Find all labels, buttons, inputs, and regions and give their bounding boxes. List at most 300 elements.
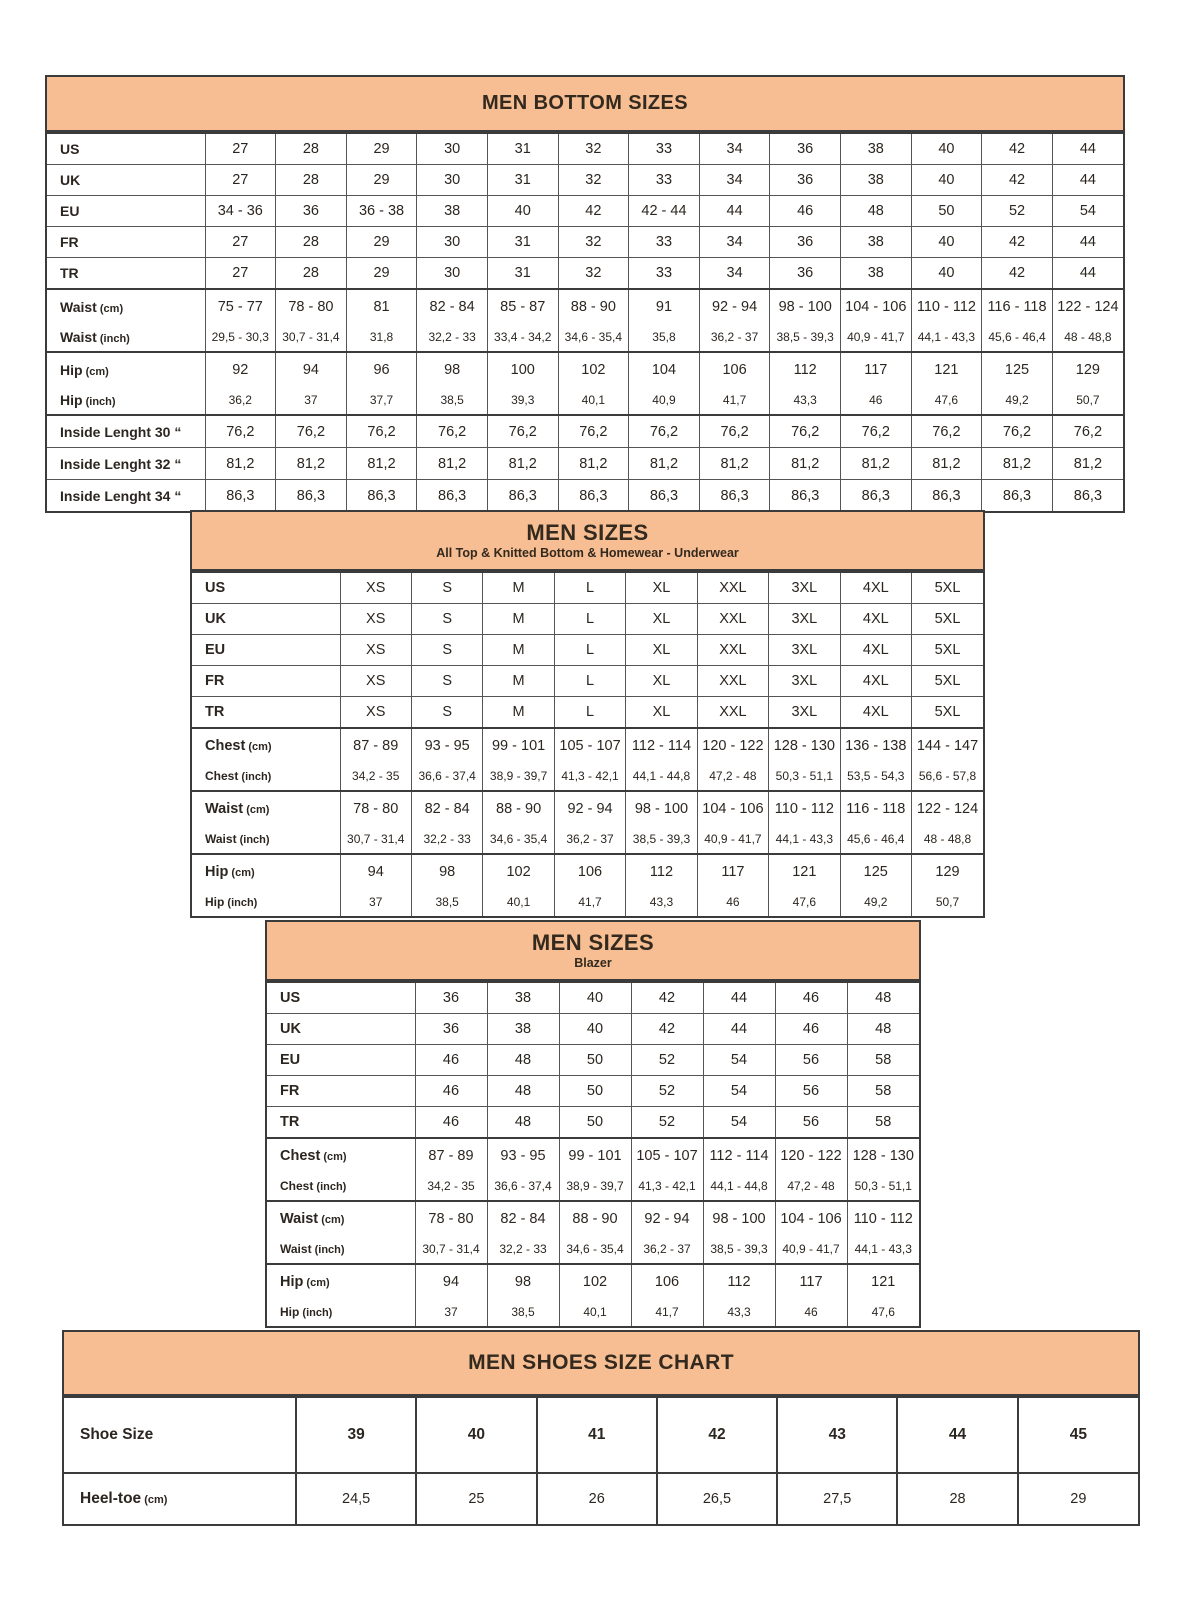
row-label: Hip (inch) [280,1305,333,1319]
cell: 4XL [840,572,911,604]
table-header [64,1332,1138,1396]
cell: 42 [982,258,1053,290]
cell: 76,2 [699,415,770,448]
cell: 122 - 124 [912,791,984,825]
table-row [267,1172,919,1201]
cell: XS [340,697,411,729]
cell: 5XL [912,697,984,729]
cell: 36,2 - 37 [699,323,770,352]
table-title: MEN BOTTOM SIZES [481,92,689,114]
cell: 33 [629,165,700,196]
cell: 30,7 - 31,4 [276,323,347,352]
cell: 40 [416,1397,536,1473]
cell: 94 [415,1264,487,1298]
cell: 81,2 [417,448,488,480]
row-label: EU [47,196,205,227]
cell: 75 - 77 [205,289,276,323]
cell: 34,6 - 35,4 [559,1235,631,1264]
cell: 39 [296,1397,416,1473]
cell: M [483,666,554,697]
cell: 86,3 [346,480,417,512]
cell: 44 [1052,133,1123,165]
cell: 104 [629,352,700,386]
cell: 36,6 - 37,4 [411,762,482,791]
cell: 36,6 - 37,4 [487,1172,559,1201]
cell: 41 [537,1397,657,1473]
cell: 128 - 130 [769,728,840,762]
cell: 56,6 - 57,8 [912,762,984,791]
cell: 112 [770,352,841,386]
cell: 76,2 [982,415,1053,448]
cell: 40,1 [558,386,629,415]
table-grid [267,981,919,1326]
cell: 3XL [769,635,840,666]
cell: 52 [982,196,1053,227]
cell: 32,2 - 33 [487,1235,559,1264]
cell: XXL [697,604,768,635]
cell: 38 [487,982,559,1014]
cell: 31 [487,165,558,196]
cell: 38,5 - 39,3 [770,323,841,352]
cell: 102 [483,854,554,888]
cell: 5XL [912,635,984,666]
cell: 56 [775,1076,847,1107]
cell: 125 [840,854,911,888]
cell: 4XL [840,604,911,635]
cell: 76,2 [1052,415,1123,448]
cell: XL [626,572,697,604]
cell: 43,3 [703,1298,775,1326]
row-label: Waist (cm) [47,289,205,323]
cell: 38,9 - 39,7 [559,1172,631,1201]
row-label: US [192,572,340,604]
cell: 44 [699,196,770,227]
cell: 30 [417,258,488,290]
cell: XS [340,666,411,697]
table-row [267,1298,919,1326]
men-sizes-top-table [190,510,985,918]
cell: 93 - 95 [487,1138,559,1172]
cell: 76,2 [487,415,558,448]
cell: 33 [629,227,700,258]
cell: 78 - 80 [415,1201,487,1235]
cell: 48 [487,1107,559,1139]
row-label: Hip (cm) [47,352,205,386]
cell: 29 [346,227,417,258]
cell: 81,2 [1052,448,1123,480]
cell: 81,2 [699,448,770,480]
cell: 117 [840,352,911,386]
cell: 28 [276,258,347,290]
table-row [267,1264,919,1298]
cell: 34 [699,227,770,258]
row-label: Waist (cm) [192,791,340,825]
row-label: Chest (inch) [205,769,272,783]
cell: 44 [897,1397,1017,1473]
cell: 86,3 [417,480,488,512]
row-label: Hip (inch) [205,895,258,909]
cell: 106 [554,854,625,888]
table-row [192,572,983,604]
cell: 46 [840,386,911,415]
cell: 50 [559,1107,631,1139]
cell: 104 - 106 [775,1201,847,1235]
table-title: MEN SIZES [526,519,649,545]
cell: 38,9 - 39,7 [483,762,554,791]
cell: 37 [415,1298,487,1326]
cell: 121 [769,854,840,888]
cell: 44 [703,982,775,1014]
cell: 42 [982,133,1053,165]
cell: 36 [415,1014,487,1045]
table-row [47,165,1123,196]
cell: XS [340,572,411,604]
cell: 31,8 [346,323,417,352]
cell: 34,6 - 35,4 [558,323,629,352]
cell: S [411,635,482,666]
cell: 38 [840,258,911,290]
cell: 102 [558,352,629,386]
table-title: MEN SIZES [531,929,655,955]
cell: 40,9 - 41,7 [697,825,768,854]
cell: 41,3 - 42,1 [631,1172,703,1201]
cell: 38 [840,165,911,196]
table-title: MEN SHOES SIZE CHART [468,1351,734,1374]
cell: 81,2 [982,448,1053,480]
row-label: Chest (cm) [267,1138,415,1172]
table-row [192,888,983,916]
row-label: Hip (cm) [267,1264,415,1298]
cell: L [554,635,625,666]
cell: L [554,666,625,697]
cell: 56 [775,1045,847,1076]
row-label: US [267,982,415,1014]
row-label: UK [267,1014,415,1045]
cell: 41,3 - 42,1 [554,762,625,791]
cell: XL [626,666,697,697]
table-row [267,1045,919,1076]
cell: 43 [777,1397,897,1473]
cell: 29 [346,258,417,290]
row-label: US [47,133,205,165]
cell: 104 - 106 [697,791,768,825]
cell: 31 [487,227,558,258]
cell: 36,2 [205,386,276,415]
cell: 120 - 122 [775,1138,847,1172]
cell: 105 - 107 [554,728,625,762]
cell: 30 [417,133,488,165]
cell: 47,6 [911,386,982,415]
cell: 78 - 80 [276,289,347,323]
row-label: EU [192,635,340,666]
men-shoes-size-chart-grid [64,1396,1138,1524]
cell: 38 [417,196,488,227]
cell: 33,4 - 34,2 [487,323,558,352]
cell: 40 [487,196,558,227]
cell: 125 [982,352,1053,386]
cell: 98 [417,352,488,386]
cell: 31 [487,133,558,165]
cell: 98 [487,1264,559,1298]
cell: 87 - 89 [340,728,411,762]
cell: 47,2 - 48 [697,762,768,791]
cell: 81,2 [840,448,911,480]
cell: 3XL [769,666,840,697]
cell: 48 [487,1076,559,1107]
cell: 129 [1052,352,1123,386]
cell: 48 [840,196,911,227]
cell: 86,3 [276,480,347,512]
cell: 30,7 - 31,4 [340,825,411,854]
cell: 46 [415,1107,487,1139]
cell: XL [626,604,697,635]
men-shoes-size-chart-table [62,1330,1140,1526]
table-subtitle: Blazer [574,956,612,971]
row-label: EU [267,1045,415,1076]
cell: L [554,604,625,635]
cell: 31 [487,258,558,290]
cell: 38 [840,227,911,258]
cell: 37 [340,888,411,916]
table-row [267,982,919,1014]
cell: 36 [770,165,841,196]
cell: 82 - 84 [417,289,488,323]
table-row [47,480,1123,512]
cell: 32 [558,133,629,165]
cell: 86,3 [770,480,841,512]
cell: 40 [911,133,982,165]
cell: 38,5 - 39,3 [626,825,697,854]
cell: 91 [629,289,700,323]
cell: 40 [911,165,982,196]
cell: 136 - 138 [840,728,911,762]
cell: 29 [346,165,417,196]
cell: 81,2 [487,448,558,480]
row-label: Inside Lenght 32 “ [47,448,205,480]
table-row [192,762,983,791]
cell: 54 [703,1107,775,1139]
cell: 4XL [840,635,911,666]
cell: 92 - 94 [631,1201,703,1235]
cell: 86,3 [982,480,1053,512]
table-row [192,666,983,697]
cell: 36 [276,196,347,227]
cell: 48 - 48,8 [912,825,984,854]
cell: 56 [775,1107,847,1139]
cell: XXL [697,635,768,666]
cell: 44,1 - 44,8 [626,762,697,791]
cell: M [483,604,554,635]
row-label: UK [192,604,340,635]
cell: L [554,572,625,604]
cell: 54 [1052,196,1123,227]
cell: 44 [1052,227,1123,258]
cell: 48 [487,1045,559,1076]
cell: 47,2 - 48 [775,1172,847,1201]
cell: 86,3 [911,480,982,512]
row-label: Shoe Size [64,1397,296,1473]
cell: 100 [487,352,558,386]
cell: 43,3 [626,888,697,916]
cell: 47,6 [847,1298,919,1326]
cell: 102 [559,1264,631,1298]
cell: 44 [1052,258,1123,290]
cell: 76,2 [911,415,982,448]
cell: 36 [770,227,841,258]
cell: 29 [346,133,417,165]
cell: 46 [697,888,768,916]
cell: 25 [416,1473,536,1524]
table-row [267,1076,919,1107]
cell: 34 - 36 [205,196,276,227]
cell: 120 - 122 [697,728,768,762]
cell: 3XL [769,697,840,729]
cell: 4XL [840,666,911,697]
cell: 42 [631,982,703,1014]
cell: 44,1 - 44,8 [703,1172,775,1201]
cell: 42 [982,227,1053,258]
cell: 112 - 114 [703,1138,775,1172]
cell: 82 - 84 [411,791,482,825]
cell: 44 [1052,165,1123,196]
cell: 36,2 - 37 [631,1235,703,1264]
cell: 50,7 [912,888,984,916]
cell: 129 [912,854,984,888]
cell: 42 [982,165,1053,196]
cell: 99 - 101 [559,1138,631,1172]
cell: 42 [631,1014,703,1045]
cell: 34,2 - 35 [415,1172,487,1201]
cell: 76,2 [629,415,700,448]
cell: 40,9 [629,386,700,415]
cell: 81,2 [205,448,276,480]
table-row [47,227,1123,258]
cell: 40 [559,982,631,1014]
cell: L [554,697,625,729]
cell: 81,2 [558,448,629,480]
cell: 42 [558,196,629,227]
cell: 92 [205,352,276,386]
cell: S [411,604,482,635]
cell: 26,5 [657,1473,777,1524]
cell: 99 - 101 [483,728,554,762]
table-row [47,289,1123,323]
table-row [64,1473,1138,1524]
cell: 30,7 - 31,4 [415,1235,487,1264]
cell: 58 [847,1045,919,1076]
men-bottom-sizes-grid [47,132,1123,511]
cell: 27,5 [777,1473,897,1524]
cell: 27 [205,165,276,196]
table-row [192,825,983,854]
cell: 110 - 112 [769,791,840,825]
cell: 43,3 [770,386,841,415]
cell: 38,5 - 39,3 [703,1235,775,1264]
cell: 42 [657,1397,777,1473]
cell: 33 [629,258,700,290]
cell: 110 - 112 [847,1201,919,1235]
cell: 27 [205,133,276,165]
cell: 98 [411,854,482,888]
cell: 46 [770,196,841,227]
cell: XS [340,604,411,635]
cell: 116 - 118 [982,289,1053,323]
cell: 86,3 [558,480,629,512]
cell: 81,2 [346,448,417,480]
cell: 3XL [769,572,840,604]
table-row [47,415,1123,448]
cell: 33 [629,133,700,165]
cell: 88 - 90 [558,289,629,323]
cell: 46 [415,1076,487,1107]
cell: XXL [697,666,768,697]
cell: 106 [699,352,770,386]
table-row [192,854,983,888]
row-label: FR [47,227,205,258]
cell: XL [626,635,697,666]
cell: 36 [415,982,487,1014]
row-label: Waist (inch) [60,329,130,345]
table-grid [64,1396,1138,1524]
row-label: Waist (cm) [267,1201,415,1235]
cell: 32,2 - 33 [417,323,488,352]
cell: 58 [847,1107,919,1139]
cell: 34,2 - 35 [340,762,411,791]
cell: 32,2 - 33 [411,825,482,854]
cell: 88 - 90 [559,1201,631,1235]
cell: 40,9 - 41,7 [840,323,911,352]
cell: 4XL [840,697,911,729]
cell: 96 [346,352,417,386]
cell: 98 - 100 [626,791,697,825]
cell: 50 [559,1045,631,1076]
cell: 46 [775,982,847,1014]
cell: 24,5 [296,1473,416,1524]
cell: 52 [631,1045,703,1076]
cell: 81,2 [276,448,347,480]
cell: 46 [415,1045,487,1076]
table-row [267,1235,919,1264]
cell: 3XL [769,604,840,635]
men-sizes-blazer-table [265,920,921,1328]
row-label: TR [47,258,205,290]
table-row [47,258,1123,290]
table-row [47,386,1123,415]
cell: 53,5 - 54,3 [840,762,911,791]
cell: S [411,572,482,604]
cell: 85 - 87 [487,289,558,323]
row-label: Inside Lenght 30 “ [47,415,205,448]
cell: 46 [775,1298,847,1326]
cell: 106 [631,1264,703,1298]
cell: 38 [487,1014,559,1045]
cell: 39,3 [487,386,558,415]
cell: 34 [699,133,770,165]
cell: 45 [1018,1397,1138,1473]
cell: 121 [911,352,982,386]
cell: 28 [276,165,347,196]
cell: 76,2 [770,415,841,448]
cell: 40 [911,258,982,290]
table-header [192,512,983,571]
cell: 88 - 90 [483,791,554,825]
cell: XXL [697,572,768,604]
cell: 36,2 - 37 [554,825,625,854]
cell: 41,7 [699,386,770,415]
cell: XS [340,635,411,666]
cell: 94 [276,352,347,386]
cell: 52 [631,1076,703,1107]
